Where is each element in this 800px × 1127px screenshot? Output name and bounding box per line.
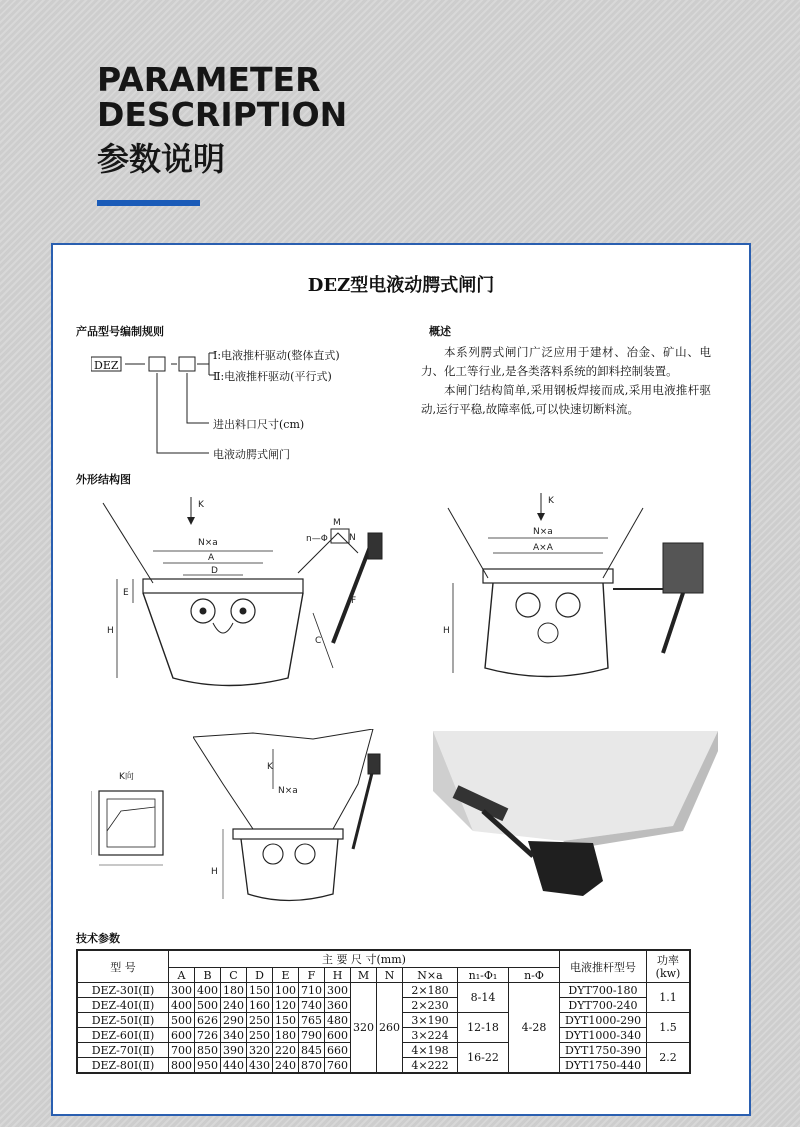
spec-table xyxy=(76,949,691,1074)
doc-title: DEZ型电液动腭式闸门 xyxy=(307,275,495,296)
label-nxa: N×a xyxy=(198,538,218,548)
label-k-3: K xyxy=(267,762,273,772)
cell-d: 430 xyxy=(247,1058,273,1074)
cell-model: DEZ-80Ⅰ(Ⅱ) xyxy=(77,1058,169,1074)
naming-size-label: 进出料口尺寸(cm) xyxy=(213,418,305,431)
label-n: N xyxy=(349,533,356,543)
cell-h: 760 xyxy=(325,1058,351,1074)
cell-pusher: DYT700-240 xyxy=(560,998,647,1013)
cell-f: 845 xyxy=(299,1043,325,1058)
overview-heading: 概述 xyxy=(429,325,451,338)
tech-heading: 技术参数 xyxy=(76,932,120,945)
cell-c: 390 xyxy=(221,1043,247,1058)
outline-drawing-hopper xyxy=(193,729,413,909)
cell-nphi: 4-28 xyxy=(509,983,560,1074)
cell-d: 250 xyxy=(247,1028,273,1043)
outline-drawing-type1 xyxy=(83,493,383,693)
cell-pusher: DYT1000-290 xyxy=(560,1013,647,1028)
th-model: 型 号 xyxy=(77,950,169,983)
cell-f: 740 xyxy=(299,998,325,1013)
cell-b: 626 xyxy=(195,1013,221,1028)
th-pusher: 电液推杆型号 xyxy=(560,950,647,983)
cell-h: 600 xyxy=(325,1028,351,1043)
cell-a: 700 xyxy=(169,1043,195,1058)
cell-d: 150 xyxy=(247,983,273,998)
overview-paragraph-2: 本闸门结构简单,采用钢板焊接而成,采用电液推杆驱动,运行平稳,故障率低,可以快速切断料流。 xyxy=(421,383,711,416)
cell-pusher: DYT1000-340 xyxy=(560,1028,647,1043)
cell-c: 440 xyxy=(221,1058,247,1074)
label-k-direction: K向 xyxy=(119,772,134,782)
th-c: C xyxy=(221,968,247,983)
cell-f: 790 xyxy=(299,1028,325,1043)
cell-c: 340 xyxy=(221,1028,247,1043)
cell-power: 1.5 xyxy=(647,1013,691,1043)
label-m: M xyxy=(333,518,341,528)
naming-heading: 产品型号编制规则 xyxy=(76,325,164,338)
cell-c: 290 xyxy=(221,1013,247,1028)
cell-pusher: DYT1750-440 xyxy=(560,1058,647,1074)
naming-option-2: Ⅱ:电液推杆驱动(平行式) xyxy=(213,370,332,383)
cell-e: 180 xyxy=(273,1028,299,1043)
cell-h: 480 xyxy=(325,1013,351,1028)
cell-model: DEZ-30Ⅰ(Ⅱ) xyxy=(77,983,169,998)
cell-b: 400 xyxy=(195,983,221,998)
header-title-en-1: PARAMETER xyxy=(97,60,321,99)
outline-heading: 外形结构图 xyxy=(76,473,131,486)
cell-b: 950 xyxy=(195,1058,221,1074)
label-h: H xyxy=(107,626,114,636)
cell-b: 850 xyxy=(195,1043,221,1058)
label-nphi: n—Φ xyxy=(306,534,328,544)
cell-nxa: 3×224 xyxy=(403,1028,458,1043)
label-k-2: K xyxy=(548,496,554,506)
th-e: E xyxy=(273,968,299,983)
cell-nxa: 2×230 xyxy=(403,998,458,1013)
k-direction-view xyxy=(91,771,171,871)
cell-b: 500 xyxy=(195,998,221,1013)
header-title-en-2: DESCRIPTION xyxy=(97,95,348,134)
cell-n: 260 xyxy=(377,983,403,1074)
cell-c: 180 xyxy=(221,983,247,998)
cell-a: 400 xyxy=(169,998,195,1013)
naming-code: DEZ xyxy=(94,359,119,372)
th-f: F xyxy=(299,968,325,983)
cell-a: 800 xyxy=(169,1058,195,1074)
label-h-2: H xyxy=(443,626,450,636)
th-nphi: n-Φ xyxy=(509,968,560,983)
cell-e: 100 xyxy=(273,983,299,998)
spec-sheet-card xyxy=(51,243,751,1116)
cell-power: 1.1 xyxy=(647,983,691,1013)
cell-a: 300 xyxy=(169,983,195,998)
th-n: N xyxy=(377,968,403,983)
cell-f: 765 xyxy=(299,1013,325,1028)
header-title-cn: 参数说明 xyxy=(97,140,226,178)
cell-n1phi1: 12-18 xyxy=(458,1013,509,1043)
installation-photo xyxy=(433,731,718,906)
th-n1phi1: n₁-Φ₁ xyxy=(458,968,509,983)
th-main-dimensions: 主 要 尺 寸(mm) xyxy=(169,950,560,968)
cell-b: 726 xyxy=(195,1028,221,1043)
header-accent-bar xyxy=(97,200,200,206)
cell-a: 600 xyxy=(169,1028,195,1043)
label-d: D xyxy=(211,566,218,576)
cell-pusher: DYT700-180 xyxy=(560,983,647,998)
cell-m: 320 xyxy=(351,983,377,1074)
cell-h: 300 xyxy=(325,983,351,998)
th-d: D xyxy=(247,968,273,983)
cell-f: 870 xyxy=(299,1058,325,1074)
cell-nxa: 2×180 xyxy=(403,983,458,998)
cell-e: 220 xyxy=(273,1043,299,1058)
label-f: F xyxy=(351,596,357,606)
th-h: H xyxy=(325,968,351,983)
th-b: B xyxy=(195,968,221,983)
label-h-3: H xyxy=(211,867,218,877)
label-nxa-2: N×a xyxy=(533,527,553,537)
table-row xyxy=(77,983,690,998)
th-m: M xyxy=(351,968,377,983)
cell-pusher: DYT1750-390 xyxy=(560,1043,647,1058)
overview-paragraph-1: 本系列腭式闸门广泛应用于建材、冶金、矿山、电力、化工等行业,是各类落料系统的卸料控制装置。 xyxy=(421,345,711,378)
label-e: E xyxy=(123,588,129,598)
cell-e: 150 xyxy=(273,1013,299,1028)
cell-f: 710 xyxy=(299,983,325,998)
cell-a: 500 xyxy=(169,1013,195,1028)
cell-model: DEZ-40Ⅰ(Ⅱ) xyxy=(77,998,169,1013)
overview-text xyxy=(421,343,711,419)
cell-d: 250 xyxy=(247,1013,273,1028)
naming-name-label: 电液动腭式闸门 xyxy=(213,448,290,461)
cell-e: 240 xyxy=(273,1058,299,1074)
cell-model: DEZ-70Ⅰ(Ⅱ) xyxy=(77,1043,169,1058)
label-k: K xyxy=(198,500,204,510)
cell-h: 360 xyxy=(325,998,351,1013)
label-a: A xyxy=(208,553,215,563)
cell-nxa: 4×198 xyxy=(403,1043,458,1058)
label-axa: A×A xyxy=(533,543,553,553)
cell-model: DEZ-50Ⅰ(Ⅱ) xyxy=(77,1013,169,1028)
cell-power: 2.2 xyxy=(647,1043,691,1074)
outline-drawing-type2 xyxy=(433,493,733,693)
cell-n1phi1: 16-22 xyxy=(458,1043,509,1074)
cell-d: 320 xyxy=(247,1043,273,1058)
cell-model: DEZ-60Ⅰ(Ⅱ) xyxy=(77,1028,169,1043)
cell-nxa: 3×190 xyxy=(403,1013,458,1028)
cell-n1phi1: 8-14 xyxy=(458,983,509,1013)
cell-e: 120 xyxy=(273,998,299,1013)
naming-option-1: Ⅰ:电液推杆驱动(整体直式) xyxy=(213,349,340,362)
cell-c: 240 xyxy=(221,998,247,1013)
cell-d: 160 xyxy=(247,998,273,1013)
label-c: C xyxy=(315,636,322,646)
th-power: 功率(kw) xyxy=(647,950,691,983)
th-nxa: N×a xyxy=(403,968,458,983)
label-nxa-3: N×a xyxy=(278,786,298,796)
cell-h: 660 xyxy=(325,1043,351,1058)
th-a: A xyxy=(169,968,195,983)
cell-nxa: 4×222 xyxy=(403,1058,458,1074)
page-header xyxy=(97,62,347,206)
